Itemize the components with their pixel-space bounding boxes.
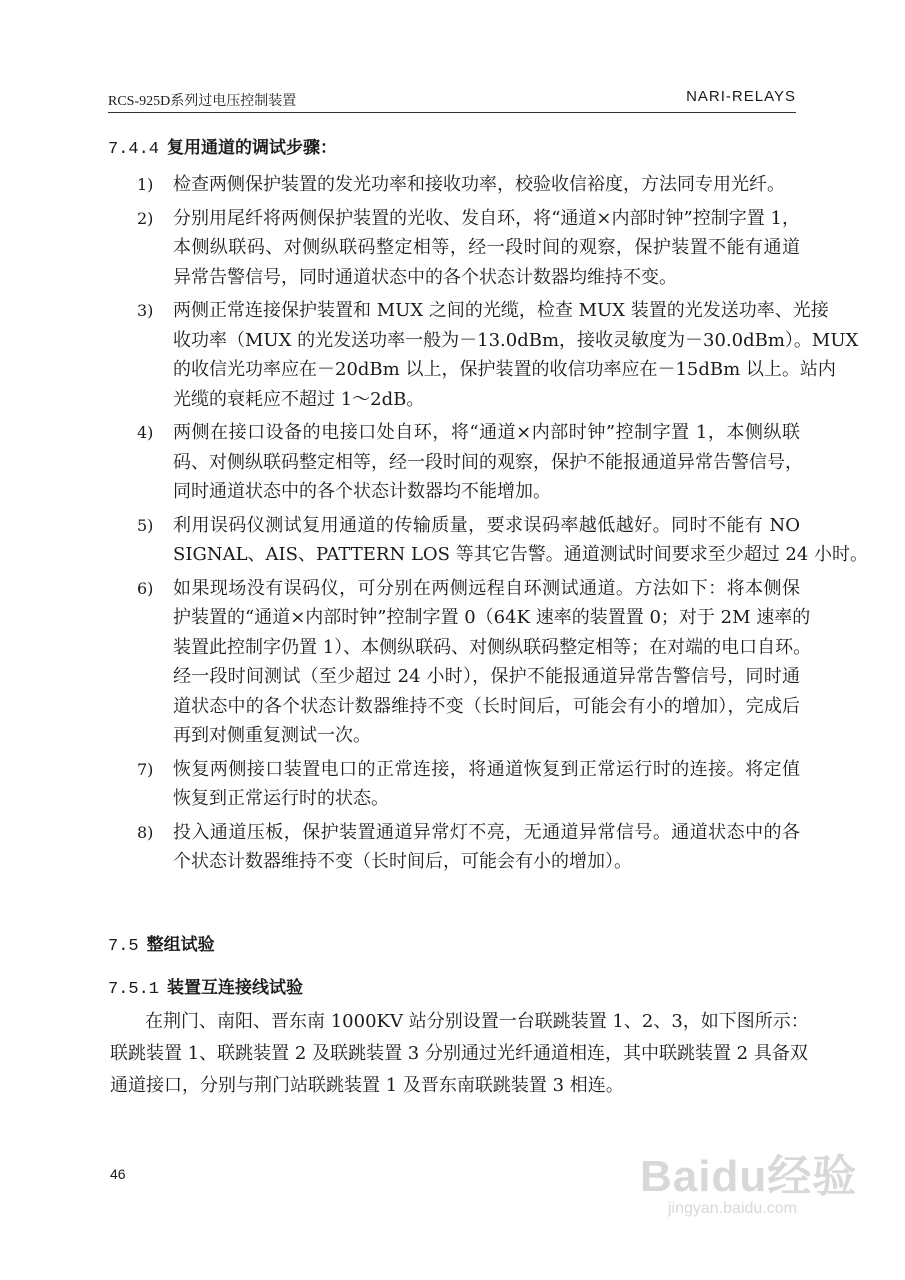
item-text-line: 恢复到正常运行时的状态。 [173, 788, 389, 809]
item-text-line: 投入通道压板，保护装置通道异常灯不亮，无通道异常信号。通道状态中的各 [173, 821, 800, 843]
item-text-line: 如果现场没有误码仪，可分别在两侧远程自环测试通道。方法如下：将本侧保 [173, 577, 800, 599]
item-text-line: 利用误码仪测试复用通道的传输质量，要求误码率越低越好。同时不能有 NO [173, 514, 800, 536]
paragraph-line: 在荆门、南阳、晋东南 1000KV 站分别设置一台联跳装置 1、2、3，如下图所示： [145, 1011, 809, 1032]
section-title: 装置互连接线试验 [167, 978, 304, 998]
baidu-watermark [640, 1140, 870, 1240]
page-number: 46 [110, 1166, 126, 1182]
paragraph-line: 联跳装置 1、联跳装置 2 及联跳装置 3 分别通过光纤通道相连，其中联跳装置 2 具备双 [110, 1043, 808, 1064]
item-text-line: 收功率（MUX 的光发送功率一般为－13.0dBm，接收灵敏度为－30.0dBm）。MUX [173, 329, 859, 351]
section-title: 整组试验 [146, 935, 215, 955]
body-paragraph [110, 1006, 809, 1102]
item-text-line: 两侧正常连接保护装置和 MUX 之间的光缆，检查 MUX 装置的光发送功率、光接 [173, 300, 829, 321]
watermark-url: jingyan.baidu.com [668, 1200, 797, 1217]
list-item [137, 511, 869, 570]
list-item [137, 204, 800, 293]
item-text-line: 码、对侧纵联码整定相等，经一段时间的观察，保护不能报通道异常告警信号， [173, 451, 803, 473]
section-number: 7.5 [108, 937, 139, 956]
item-text-line: SIGNAL、AIS、PATTERN LOS 等其它告警。通道测试时间要求至少超过 24 小时。 [173, 544, 869, 565]
page-header [108, 90, 796, 113]
paragraph-line: 通道接口，分别与荆门站联跳装置 1 及晋东南联跳装置 3 相连。 [110, 1075, 624, 1096]
list-item [137, 818, 800, 877]
item-number: 7) [137, 759, 154, 779]
item-text-line: 个状态计数器维持不变（长时间后，可能会有小的增加）。 [173, 851, 632, 872]
item-text-line: 再到对侧重复测试一次。 [173, 725, 371, 746]
item-number: 4) [137, 423, 154, 442]
item-text-line: 两侧在接口设备的电接口处自环，将“通道×内部时钟”控制字置 1，本侧纵联 [173, 422, 800, 443]
item-text-line: 装置此控制字仍置 1）、本侧纵联码、对侧纵联码整定相等；在对端的电口自环。 [173, 636, 812, 658]
item-number: 5) [137, 515, 154, 535]
item-text-line: 经一段时间测试（至少超过 24 小时），保护不能报通道异常告警信号，同时通 [173, 666, 800, 687]
item-text-line: 光缆的衰耗应不超过 1～2dB。 [173, 388, 425, 410]
section-number: 7.5.1 [108, 980, 160, 999]
list-item [137, 296, 859, 414]
section-title: 复用通道的调试步骤： [167, 138, 338, 158]
item-text-line: 分别用尾纤将两侧保护装置的光收、发自环，将“通道×内部时钟”控制字置 1， [173, 207, 800, 229]
section-number: 7.4.4 [108, 140, 160, 159]
list-item [137, 170, 800, 200]
item-text-line: 护装置的“通道×内部时钟”控制字置 0（64K 速率的装置置 0；对于 2M 速率的 [173, 607, 811, 628]
header-doc-title: RCS-925D系列过电压控制装置 [108, 94, 297, 109]
list-item [137, 574, 812, 751]
item-text-line: 异常告警信号，同时通道状态中的各个状态计数器均维持不变。 [173, 266, 677, 288]
header-brand: NARI-RELAYS [686, 88, 796, 105]
item-text-line: 同时通道状态中的各个状态计数器均不能增加。 [173, 481, 551, 502]
item-text-line: 检查两侧保护装置的发光功率和接收功率，校验收信裕度，方法同专用光纤。 [173, 174, 785, 195]
watermark-logo: Baidu经验 [640, 1152, 858, 1201]
steps-list [137, 170, 869, 881]
item-number: 3) [137, 301, 154, 320]
item-number: 2) [137, 208, 154, 228]
item-text-line: 道状态中的各个状态计数器维持不变（长时间后，可能会有小的增加），完成后 [173, 695, 800, 717]
item-number: 6) [137, 578, 154, 598]
item-number: 1) [137, 175, 154, 194]
list-item [137, 755, 800, 814]
section-heading-7-4-4 [108, 133, 337, 159]
item-text-line: 的收信光功率应在－20dBm 以上，保护装置的收信功率应在－15dBm 以上。站内 [173, 359, 836, 380]
list-item [137, 418, 803, 507]
item-number: 8) [137, 822, 154, 842]
item-text-line: 恢复两侧接口装置电口的正常连接，将通道恢复到正常运行时的连接。将定值 [173, 758, 800, 780]
item-text-line: 本侧纵联码、对侧纵联码整定相等，经一段时间的观察，保护装置不能有通道 [173, 237, 800, 258]
section-heading-7-5 [108, 930, 215, 956]
section-heading-7-5-1 [108, 973, 303, 999]
